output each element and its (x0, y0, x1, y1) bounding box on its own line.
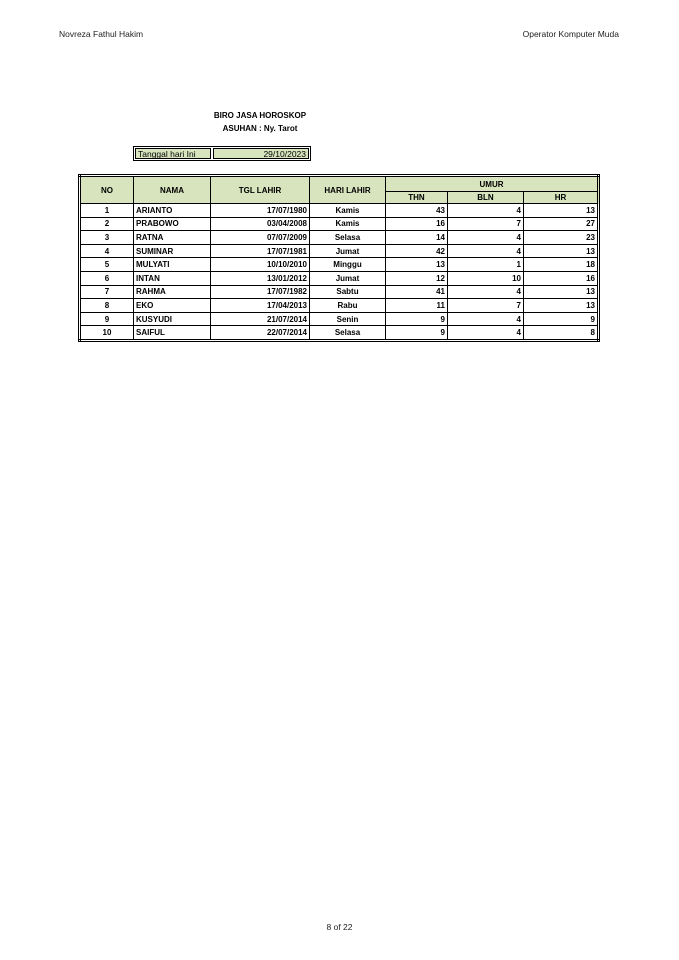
cell-no[interactable]: 2 (80, 217, 134, 231)
col-header-umur: UMUR (386, 176, 599, 192)
table-row (80, 312, 599, 326)
cell-hr[interactable]: 13 (524, 204, 599, 218)
cell-nama[interactable]: PRABOWO (134, 217, 211, 231)
page-header-course: Operator Komputer Muda (522, 29, 619, 39)
table-row (80, 204, 599, 218)
cell-hari-lahir[interactable]: Senin (310, 312, 386, 326)
current-date-value[interactable]: 29/10/2023 (213, 148, 309, 159)
cell-tgl-lahir[interactable]: 22/07/2014 (211, 326, 310, 341)
cell-no[interactable]: 7 (80, 285, 134, 299)
col-header-tgl-lahir: TGL LAHIR (211, 176, 310, 204)
cell-nama[interactable]: MULYATI (134, 258, 211, 272)
cell-tgl-lahir[interactable]: 17/04/2013 (211, 299, 310, 313)
cell-nama[interactable]: SUMINAR (134, 244, 211, 258)
cell-tgl-lahir[interactable]: 17/07/1980 (211, 204, 310, 218)
cell-tgl-lahir[interactable]: 07/07/2009 (211, 231, 310, 245)
table-row (80, 326, 599, 341)
cell-tgl-lahir[interactable]: 21/07/2014 (211, 312, 310, 326)
table-row (80, 271, 599, 285)
page-header-author: Novreza Fathul Hakim (59, 29, 144, 39)
table-row (80, 299, 599, 313)
col-header-no: NO (80, 176, 134, 204)
cell-tgl-lahir[interactable]: 13/01/2012 (211, 271, 310, 285)
cell-hari-lahir[interactable]: Minggu (310, 258, 386, 272)
cell-nama[interactable]: SAIFUL (134, 326, 211, 341)
cell-bln[interactable]: 7 (448, 217, 524, 231)
col-header-nama: NAMA (134, 176, 211, 204)
cell-hr[interactable]: 27 (524, 217, 599, 231)
cell-hr[interactable]: 13 (524, 244, 599, 258)
cell-no[interactable]: 1 (80, 204, 134, 218)
cell-bln[interactable]: 4 (448, 285, 524, 299)
cell-hari-lahir[interactable]: Jumat (310, 271, 386, 285)
cell-hr[interactable]: 13 (524, 299, 599, 313)
cell-hr[interactable]: 13 (524, 285, 599, 299)
cell-hari-lahir[interactable]: Selasa (310, 326, 386, 341)
cell-thn[interactable]: 43 (386, 204, 448, 218)
cell-no[interactable]: 4 (80, 244, 134, 258)
horoscope-table (78, 174, 600, 342)
table-row (80, 244, 599, 258)
col-header-hr: HR (524, 192, 599, 204)
cell-thn[interactable]: 14 (386, 231, 448, 245)
cell-hari-lahir[interactable]: Kamis (310, 217, 386, 231)
cell-tgl-lahir[interactable]: 03/04/2008 (211, 217, 310, 231)
cell-no[interactable]: 10 (80, 326, 134, 341)
cell-thn[interactable]: 16 (386, 217, 448, 231)
cell-no[interactable]: 9 (80, 312, 134, 326)
col-header-bln: BLN (448, 192, 524, 204)
cell-bln[interactable]: 7 (448, 299, 524, 313)
cell-hr[interactable]: 9 (524, 312, 599, 326)
table-row (80, 258, 599, 272)
cell-thn[interactable]: 12 (386, 271, 448, 285)
cell-nama[interactable]: EKO (134, 299, 211, 313)
cell-thn[interactable]: 41 (386, 285, 448, 299)
cell-bln[interactable]: 4 (448, 326, 524, 341)
cell-no[interactable]: 8 (80, 299, 134, 313)
cell-thn[interactable]: 9 (386, 326, 448, 341)
cell-nama[interactable]: RAHMA (134, 285, 211, 299)
cell-nama[interactable]: ARIANTO (134, 204, 211, 218)
cell-hari-lahir[interactable]: Rabu (310, 299, 386, 313)
cell-nama[interactable]: INTAN (134, 271, 211, 285)
cell-hari-lahir[interactable]: Kamis (310, 204, 386, 218)
cell-tgl-lahir[interactable]: 17/07/1982 (211, 285, 310, 299)
cell-hari-lahir[interactable]: Sabtu (310, 285, 386, 299)
cell-bln[interactable]: 1 (448, 258, 524, 272)
col-header-hari-lahir: HARI LAHIR (310, 176, 386, 204)
page-number: 8 of 22 (326, 922, 353, 932)
cell-hr[interactable]: 8 (524, 326, 599, 341)
cell-thn[interactable]: 9 (386, 312, 448, 326)
col-header-thn: THN (386, 192, 448, 204)
cell-bln[interactable]: 10 (448, 271, 524, 285)
cell-thn[interactable]: 42 (386, 244, 448, 258)
cell-hr[interactable]: 18 (524, 258, 599, 272)
cell-nama[interactable]: RATNA (134, 231, 211, 245)
cell-hari-lahir[interactable]: Selasa (310, 231, 386, 245)
cell-bln[interactable]: 4 (448, 231, 524, 245)
current-date-field (133, 146, 311, 161)
cell-no[interactable]: 3 (80, 231, 134, 245)
table-row (80, 217, 599, 231)
cell-no[interactable]: 6 (80, 271, 134, 285)
cell-tgl-lahir[interactable]: 10/10/2010 (211, 258, 310, 272)
cell-bln[interactable]: 4 (448, 312, 524, 326)
cell-tgl-lahir[interactable]: 17/07/1981 (211, 244, 310, 258)
document-title: BIRO JASA HOROSKOP (213, 111, 307, 120)
cell-nama[interactable]: KUSYUDI (134, 312, 211, 326)
cell-hr[interactable]: 23 (524, 231, 599, 245)
document-subtitle: ASUHAN : Ny. Tarot (222, 124, 298, 133)
table-row (80, 285, 599, 299)
table-row (80, 231, 599, 245)
cell-thn[interactable]: 11 (386, 299, 448, 313)
cell-thn[interactable]: 13 (386, 258, 448, 272)
current-date-label: Tanggal hari Ini (135, 148, 211, 159)
cell-hari-lahir[interactable]: Jumat (310, 244, 386, 258)
cell-hr[interactable]: 16 (524, 271, 599, 285)
cell-bln[interactable]: 4 (448, 204, 524, 218)
cell-no[interactable]: 5 (80, 258, 134, 272)
cell-bln[interactable]: 4 (448, 244, 524, 258)
